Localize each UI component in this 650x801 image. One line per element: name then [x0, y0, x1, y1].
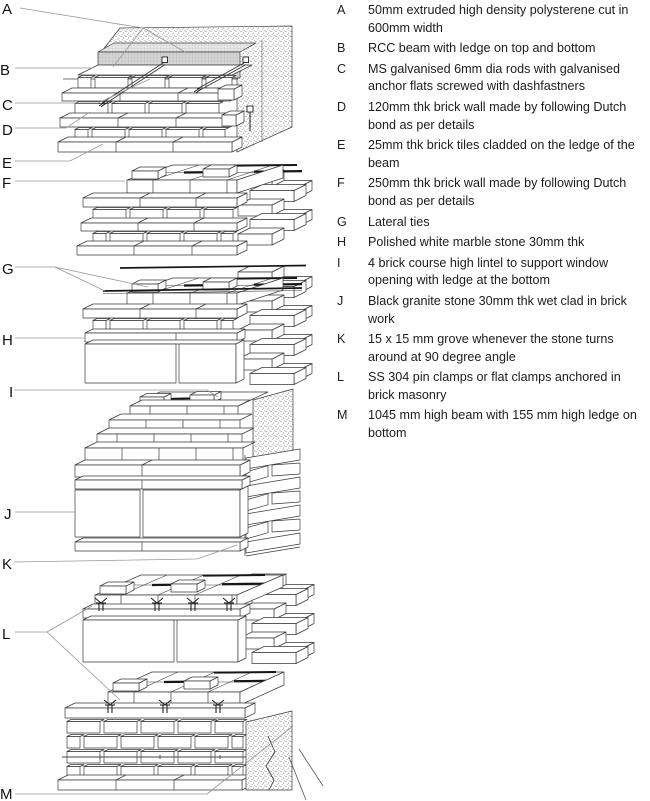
legend-item-letter: B [337, 41, 346, 56]
legend-item [322, 175, 644, 210]
legend-item-text: 120mm thk brick wall made by following Dutch bond as per details [368, 99, 627, 132]
callout-letter-B: B [0, 62, 11, 79]
assembly-lintel-granite [75, 389, 300, 556]
legend-item [322, 137, 644, 172]
callout-letter-I: I [9, 384, 14, 401]
legend-item-text: 25mm thk brick tiles cladded on the ledge of the beam [368, 138, 635, 170]
legend-item-letter: F [337, 176, 345, 191]
legend-item-text: Polished white marble stone 30mm thk [368, 235, 585, 250]
legend-item-letter: I [337, 255, 341, 270]
legend-item-text: SS 304 pin clamps or flat clamps anchored in brick masonry [368, 370, 621, 402]
legend-item [322, 61, 644, 96]
callout-letter-D: D [2, 122, 13, 139]
legend-item-text: RCC beam with ledge on top and bottom [368, 41, 596, 56]
legend-item-letter: L [337, 370, 345, 385]
legend-item-text: MS galvanised 6mm dia rods with galvanised anchor flats screwed with dashfastners [368, 61, 620, 94]
legend-item [322, 234, 644, 252]
legend-item-text: 1045 mm high beam with 155 mm high ledge on bottom [368, 408, 637, 441]
legend-item [322, 40, 644, 58]
legend-item-text: 50mm extruded high density polysterene cut in 600mm width [368, 3, 629, 35]
legend-item-letter: C [337, 61, 347, 76]
legend [322, 2, 644, 446]
callout-letter-E: E [2, 155, 13, 172]
legend-item-letter: A [337, 3, 346, 17]
legend-item-text: Lateral ties [368, 214, 430, 229]
callout-letter-A: A [2, 1, 13, 18]
legend-item [322, 331, 644, 366]
legend-item-letter: G [337, 214, 347, 229]
legend-item [322, 293, 644, 328]
legend-item [322, 407, 644, 442]
assembly-wall-beam-column [58, 672, 323, 800]
legend-item-text: Black granite stone 30mm thk wet clad in brick work [368, 293, 627, 326]
assembly-250-wall [77, 165, 312, 255]
legend-item-letter: K [337, 332, 346, 347]
legend-item-letter: J [337, 293, 344, 308]
legend-item [322, 99, 644, 134]
legend-item-letter: M [337, 408, 348, 423]
callout-letter-K: K [2, 556, 13, 573]
assembly-beam-polystyrene-wall [58, 26, 292, 152]
legend-item [322, 2, 644, 37]
callout-letter-C: C [2, 97, 13, 114]
legend-item-letter: E [337, 138, 346, 153]
assembly-ties-marble [83, 266, 312, 385]
legend-item-text: 250mm thk brick wall made by following Dutch bond as per details [368, 176, 627, 208]
assembly-views [58, 26, 323, 800]
callout-letter-J: J [4, 506, 12, 523]
callout-letters [0, 1, 14, 801]
legend-item [322, 369, 644, 404]
callout-letter-F: F [2, 175, 12, 192]
legend-item-text: 15 x 15 mm grove whenever the stone turns around at 90 degree angle [368, 332, 614, 364]
assembly-stone-clamps [83, 574, 314, 664]
legend-item [322, 214, 644, 232]
legend-item-text: 4 brick course high lintel to support window opening with ledge at the bottom [368, 255, 609, 288]
callout-letter-M: M [0, 786, 13, 801]
legend-item [322, 255, 644, 290]
legend-item-letter: H [337, 235, 347, 250]
callout-letter-H: H [2, 332, 13, 349]
callout-letter-G: G [2, 261, 14, 278]
legend-item-letter: D [337, 99, 347, 114]
callout-letter-L: L [2, 626, 11, 643]
